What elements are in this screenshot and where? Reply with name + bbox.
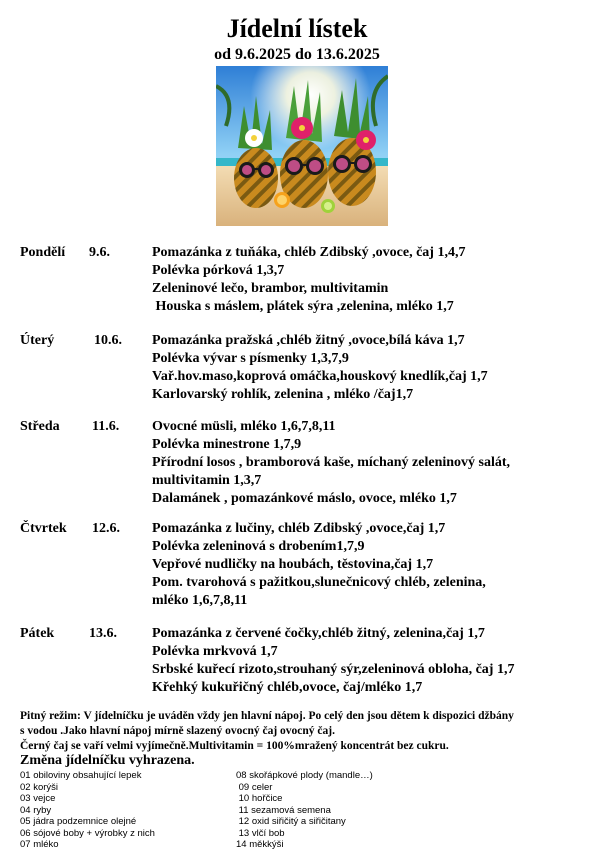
note-line: s vodou .Jako hlavní nápoj mírně slazený ovocný čaj ovocný čaj. bbox=[20, 725, 335, 737]
meal-item: Dalamánek , pomazánkové máslo, ovoce, mléko 1,7 bbox=[152, 491, 457, 506]
meal-item: Polévka pórková 1,3,7 bbox=[152, 263, 285, 278]
allergen-item: 02 korýši bbox=[20, 781, 59, 793]
allergen-list-right bbox=[236, 770, 373, 851]
meal-item: Pomazánka z lučiny, chléb Zdibský ,ovoce,čaj 1,7 bbox=[152, 521, 446, 536]
meal-item: Ovocné müsli, mléko 1,6,7,8,11 bbox=[152, 419, 336, 434]
day-name: Úterý bbox=[20, 333, 55, 348]
meal-item: Karlovarský rohlík, zelenina , mléko /čaj1,7 bbox=[152, 387, 414, 402]
page-title: Jídelní lístek bbox=[226, 14, 368, 43]
day-name: Pátek bbox=[20, 626, 55, 641]
allergen-item: 07 mléko bbox=[20, 839, 59, 850]
day-name: Středa bbox=[20, 419, 60, 434]
allergen-list-left bbox=[20, 770, 155, 851]
menu-period: od 9.6.2025 do 13.6.2025 bbox=[214, 46, 380, 63]
allergen-item: 05 jádra podzemnice olejné bbox=[20, 816, 137, 827]
meal-list bbox=[152, 520, 572, 610]
meal-item: Přírodní losos , bramborová kaše, míchaný zeleninový salát, bbox=[152, 455, 511, 470]
meal-item: Pomazánka pražská ,chléb žitný ,ovoce,bílá káva 1,7 bbox=[152, 333, 465, 348]
drink-regime-note bbox=[20, 709, 580, 754]
allergen-item: 14 měkkýši bbox=[236, 839, 284, 850]
allergen-item: 01 obiloviny obsahující lepek bbox=[20, 770, 142, 781]
meal-item: Polévka vývar s písmenky 1,3,7,9 bbox=[152, 351, 349, 366]
allergen-item: 12 oxid siřičitý a siřičitany bbox=[236, 816, 346, 827]
allergen-item: 11 sezamová semena bbox=[236, 804, 331, 816]
allergen-item: 06 sójové boby + výrobky z nich bbox=[20, 827, 155, 839]
meal-item: mléko 1,6,7,8,11 bbox=[152, 593, 248, 608]
allergen-item: 13 vlčí bob bbox=[236, 827, 285, 839]
meal-item: Polévka mrkvová 1,7 bbox=[152, 644, 278, 659]
allergen-item: 03 vejce bbox=[20, 793, 56, 804]
day-date: 12.6. bbox=[92, 521, 120, 536]
day-date: 9.6. bbox=[89, 245, 110, 260]
meal-item: Pomazánka z tuňáka, chléb Zdibský ,ovoce, čaj 1,4,7 bbox=[152, 245, 466, 260]
allergen-item: 09 celer bbox=[236, 781, 273, 793]
meal-list bbox=[152, 244, 572, 316]
meal-item: Vepřové nudličky na houbách, těstovina,čaj 1,7 bbox=[152, 557, 434, 572]
day-date: 13.6. bbox=[89, 626, 117, 641]
day-name: Pondělí bbox=[20, 245, 66, 260]
allergen-item: 10 hořčice bbox=[236, 793, 283, 804]
menu-change-note: Změna jídelníčku vyhrazena. bbox=[20, 753, 195, 768]
meal-list bbox=[152, 625, 572, 697]
meal-item: multivitamin 1,3,7 bbox=[152, 473, 262, 488]
day-date: 11.6. bbox=[92, 419, 120, 434]
pineapples-with-sunglasses-on-beach-picture bbox=[216, 66, 388, 226]
meal-item: Pom. tvarohová s pažitkou,slunečnicový chléb, zelenina, bbox=[152, 575, 486, 590]
meal-item: Vař.hov.maso,koprová omáčka,houskový knedlík,čaj 1,7 bbox=[152, 369, 488, 384]
note-line: Pitný režim: V jídelníčku je uváděn vždy jen hlavní nápoj. Po celý den jsou dětem k dispozici džbány bbox=[20, 710, 514, 722]
note-line: Černý čaj se vaří velmi vyjímečně.Multivitamin = 100%mražený koncentrát bez cukru. bbox=[20, 740, 449, 752]
meal-item: Pomazánka z červené čočky,chléb žitný, zelenina,čaj 1,7 bbox=[152, 626, 485, 641]
day-name: Čtvrtek bbox=[20, 521, 67, 536]
meal-item: Houska s máslem, plátek sýra ,zelenina, mléko 1,7 bbox=[152, 299, 454, 314]
meal-item: Polévka zeleninová s drobením1,7,9 bbox=[152, 539, 365, 554]
allergen-item: 04 ryby bbox=[20, 804, 52, 816]
meal-list bbox=[152, 418, 572, 508]
allergen-item: 08 skořápkové plody (mandle…) bbox=[236, 770, 373, 781]
meal-item: Zeleninové lečo, brambor, multivitamin bbox=[152, 281, 389, 296]
meal-item: Křehký kukuřičný chléb,ovoce, čaj/mléko 1,7 bbox=[152, 680, 423, 695]
meal-item: Polévka minestrone 1,7,9 bbox=[152, 437, 302, 452]
meal-item: Srbské kuřecí rizoto,strouhaný sýr,zeleninová obloha, čaj 1,7 bbox=[152, 662, 515, 677]
day-date: 10.6. bbox=[94, 333, 122, 348]
meal-list bbox=[152, 332, 572, 404]
